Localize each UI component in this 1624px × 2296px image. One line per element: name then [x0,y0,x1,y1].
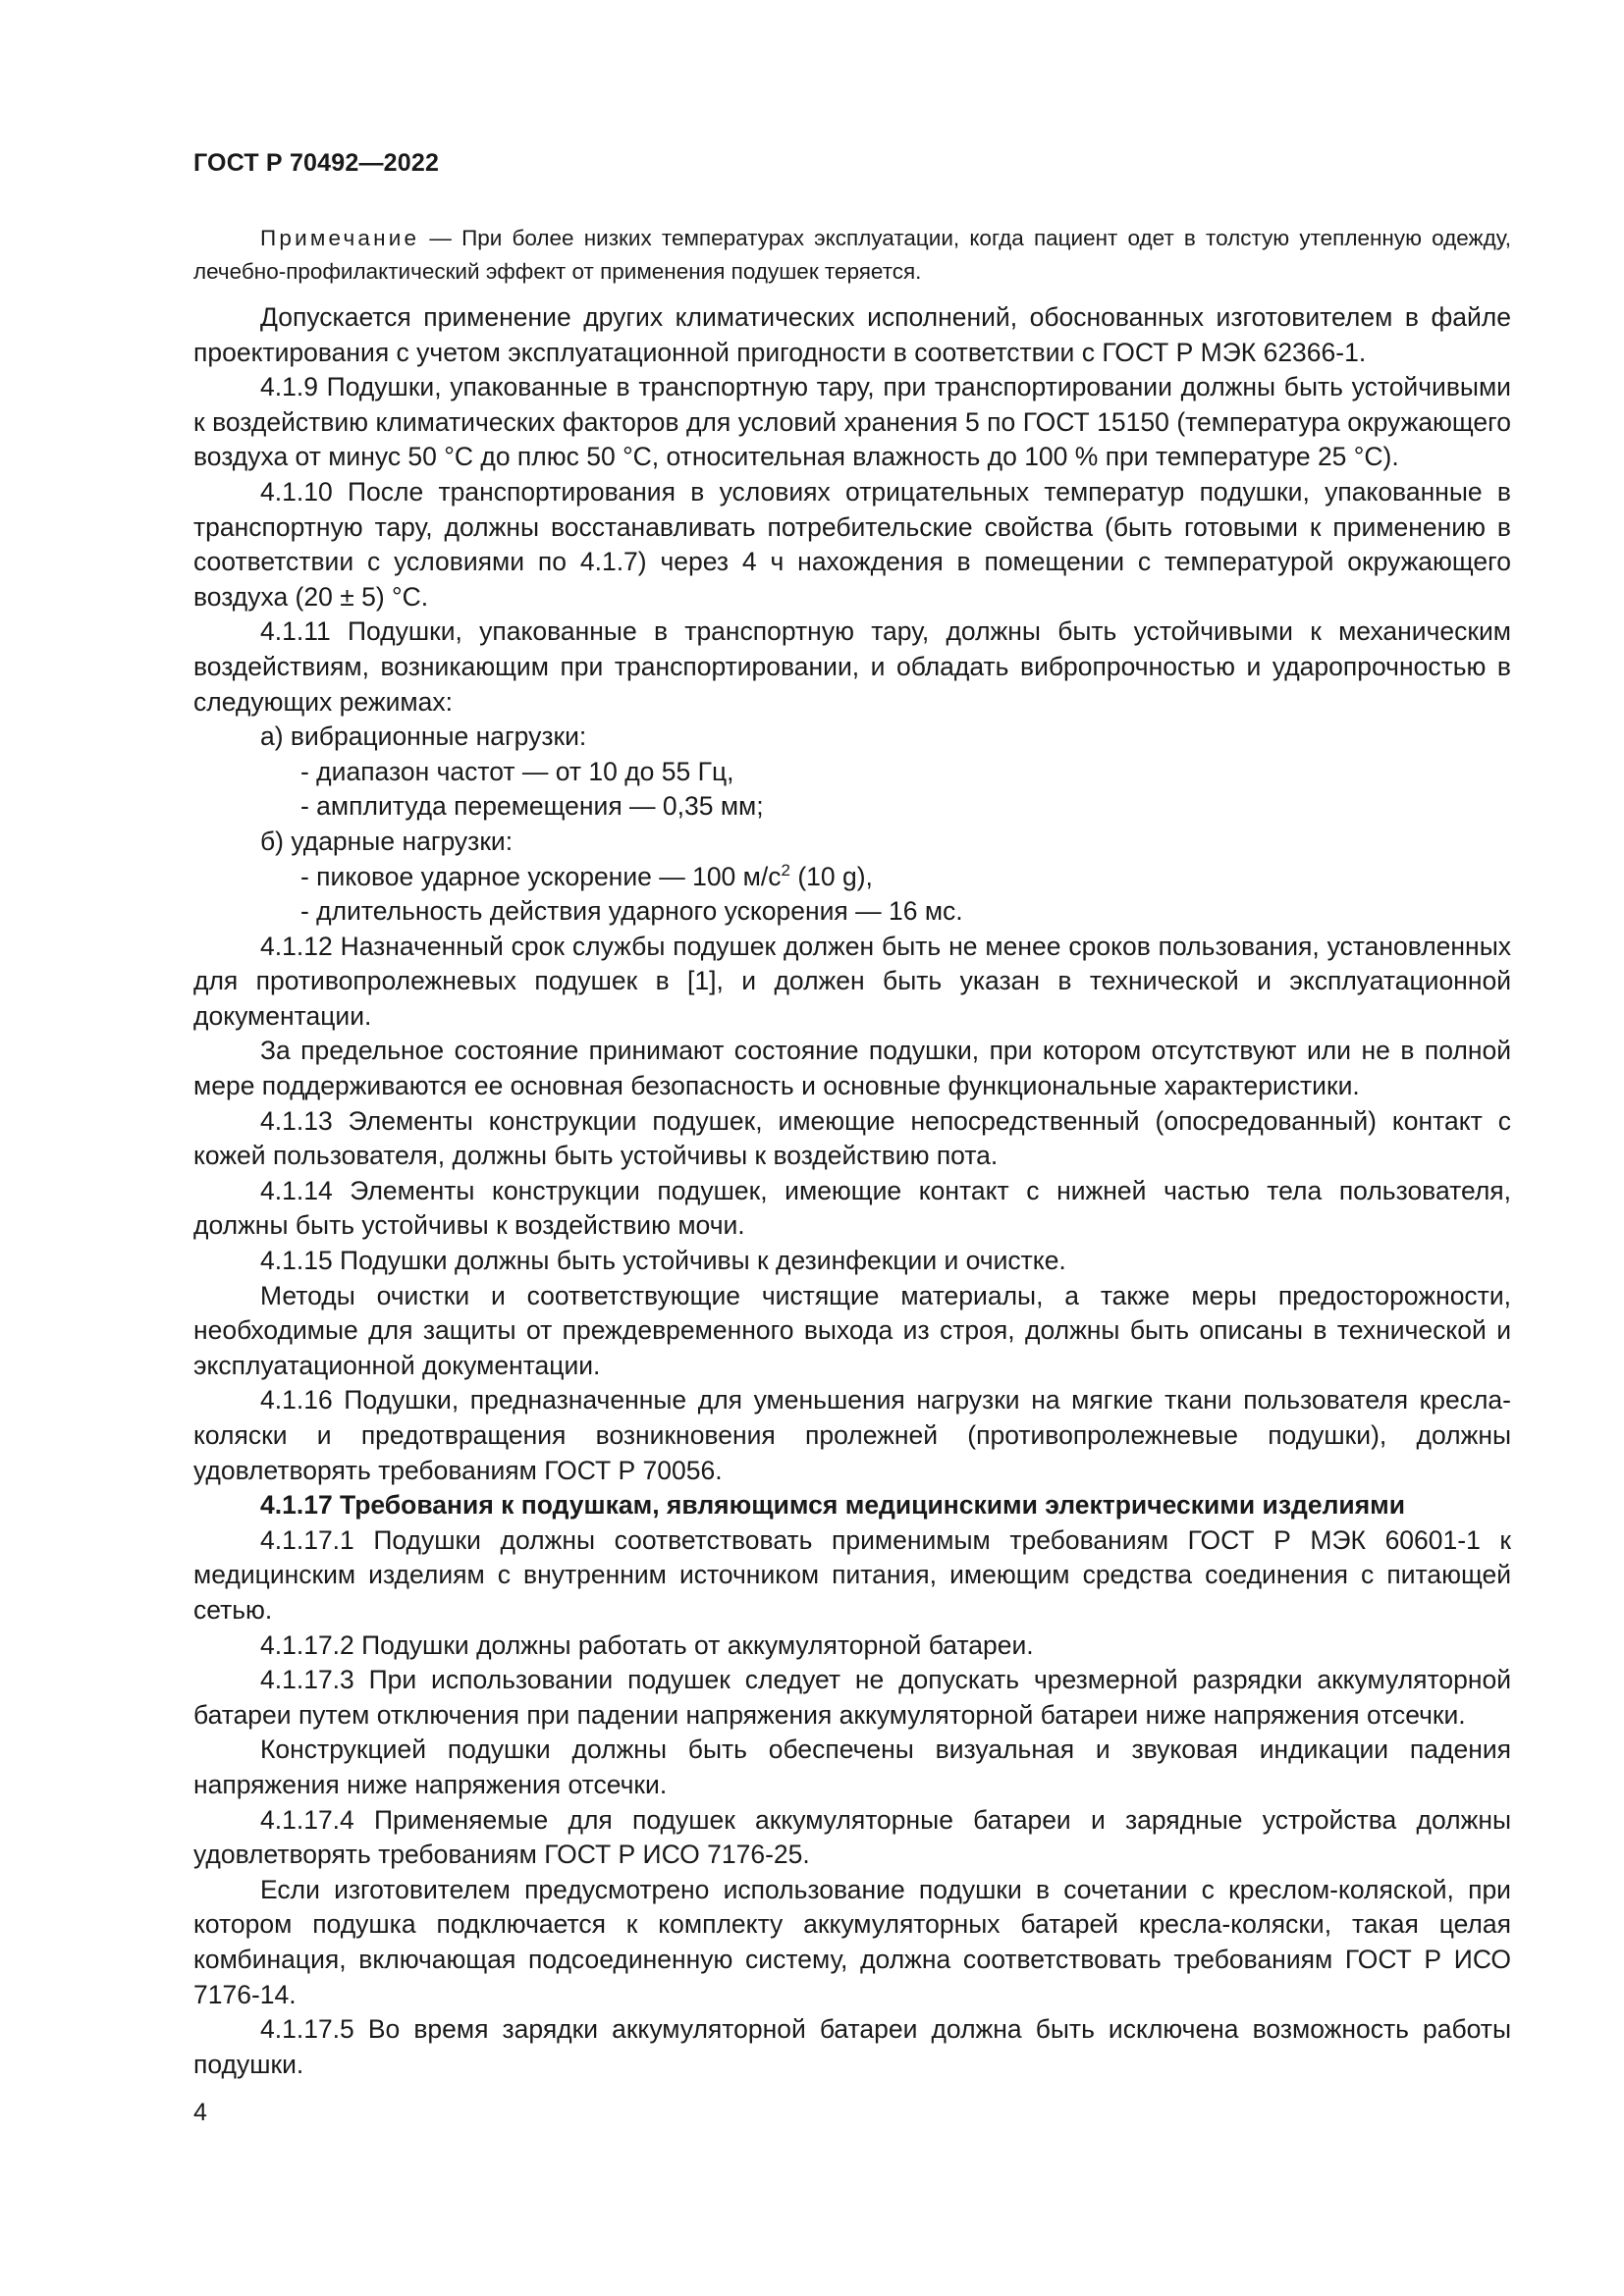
list-subitem: - длительность действия ударного ускорения — 16 мс. [300,896,963,927]
clause-4-1-17-5: 4.1.17.5 Во время зарядки аккумуляторной батареи должна быть исключена возможность работы подушки. [193,2014,1511,2079]
clause-4-1-13: 4.1.13 Элементы конструкции подушек, имеющие непосредственный (опосредованный) контакт с кожей пользователя, должны быть устойчивы к воздействию пота. [193,1105,1511,1171]
superscript: 2 [781,860,790,880]
text-fragment: (10 g), [789,861,873,891]
clause-4-1-14: 4.1.14 Элементы конструкции подушек, имеющие контакт с нижней частью тела пользователя, должны быть устойчивы к воздействию мочи. [193,1175,1511,1241]
document-header: ГОСТ Р 70492—2022 [193,149,440,177]
clause-4-1-11: 4.1.11 Подушки, упакованные в транспортную тару, должны быть устойчивыми к механическим воздействиям, возникающим при транспортировании, и обладать вибропрочностью и ударопрочностью в следующих режимах: [193,616,1511,717]
clause-4-1-10: 4.1.10 После транспортирования в условиях отрицательных температур подушки, упакованные в транспортную тару, должны восстанавливать потребительские свойства (быть готовыми к применению в соответствии с условиями по 4.1.7) через 4 ч нахождения в помещении с температурой окружающего воздуха (20 ± 5) °С. [193,476,1511,612]
clause-4-1-16: 4.1.16 Подушки, предназначенные для уменьшения нагрузки на мягкие ткани пользователя кресла-коляски и предотвращения возникновения пролежней (противопролежневые подушки), должны удовлетворять требованиям ГОСТ Р 70056. [193,1385,1511,1485]
text-fragment: - пиковое ударное ускорение — 100 м/с [300,861,782,891]
document-body [193,222,1511,2082]
paragraph: За предельное состояние принимают состояние подушки, при котором отсутствуют или не в полной мере поддерживаются ее основная безопасность и основные функциональные характеристики. [193,1036,1511,1101]
clause-4-1-15: 4.1.15 Подушки должны быть устойчивы к дезинфекции и очистке. [260,1246,1066,1276]
list-subitem: - амплитуда перемещения — 0,35 мм; [300,791,764,822]
note-text: — При более низких температурах эксплуатации, когда пациент одет в толстую утепленную одежду, лечебно-профилактический эффект от применения подушек теряется. [193,226,1511,284]
clause-4-1-17-1: 4.1.17.1 Подушки должны соответствовать применимым требованиям ГОСТ Р МЭК 60601-1 к медицинским изделиям с внутренним источником питания, имеющим средства соединения с питающей сетью. [193,1524,1511,1625]
note [193,222,1511,289]
list-item-a: а) вибрационные нагрузки: [260,721,587,752]
clause-4-1-12: 4.1.12 Назначенный срок службы подушек должен быть не менее сроков пользования, установленных для противопролежневых подушек в [1], и должен быть указан в технической и эксплуатационной документации. [193,931,1511,1031]
page-number: 4 [193,2099,207,2126]
clause-4-1-17-4: 4.1.17.4 Применяемые для подушек аккумуляторные батареи и зарядные устройства должны удовлетворять требованиям ГОСТ Р ИСО 7176-25. [193,1804,1511,1870]
list-subitem: - диапазон частот — от 10 до 55 Гц, [300,756,734,786]
note-label: Примечание [260,226,420,250]
paragraph: Конструкцией подушки должны быть обеспечены визуальная и звуковая индикации падения напряжения ниже напряжения отсечки. [193,1735,1511,1799]
list-subitem [193,860,1511,895]
paragraph: Методы очистки и соответствующие чистящие материалы, а также меры предосторожности, необходимые для защиты от преждевременного выхода из строя, должны быть описаны в технической и эксплуатационной документации. [193,1280,1511,1380]
paragraph: Допускается применение других климатических исполнений, обоснованных изготовителем в файле проектирования с учетом эксплуатационной пригодности в соответствии с ГОСТ Р МЭК 62366-1. [193,302,1511,367]
clause-4-1-17-2: 4.1.17.2 Подушки должны работать от аккумуляторной батареи. [260,1629,1034,1660]
clause-4-1-17-3: 4.1.17.3 При использовании подушек следует не допускать чрезмерной разрядки аккумуляторной батареи путем отключения при падении напряжения аккумуляторной батареи ниже напряжения отсечки. [193,1665,1511,1730]
section-heading-4-1-17: 4.1.17 Требования к подушкам, являющимся медицинскими электрическими изделиями [260,1490,1406,1521]
list-item-b: б) ударные нагрузки: [260,826,514,856]
paragraph: Если изготовителем предусмотрено использование подушки в сочетании с креслом-коляской, при котором подушка подключается к комплекту аккумуляторных батарей кресла-коляски, такая целая комбинация, включающая подсоединенную систему, должна соответствовать требованиям ГОСТ Р ИСО 7176-14. [193,1874,1511,2009]
clause-4-1-9: 4.1.9 Подушки, упакованные в транспортную тару, при транспортировании должны быть устойчивыми к воздействию климатических факторов для условий хранения 5 по ГОСТ 15150 (температура окружающего воздуха от минус 50 °С до плюс 50 °С, относительная влажность до 100 % при температуре 25 °С). [193,372,1511,472]
